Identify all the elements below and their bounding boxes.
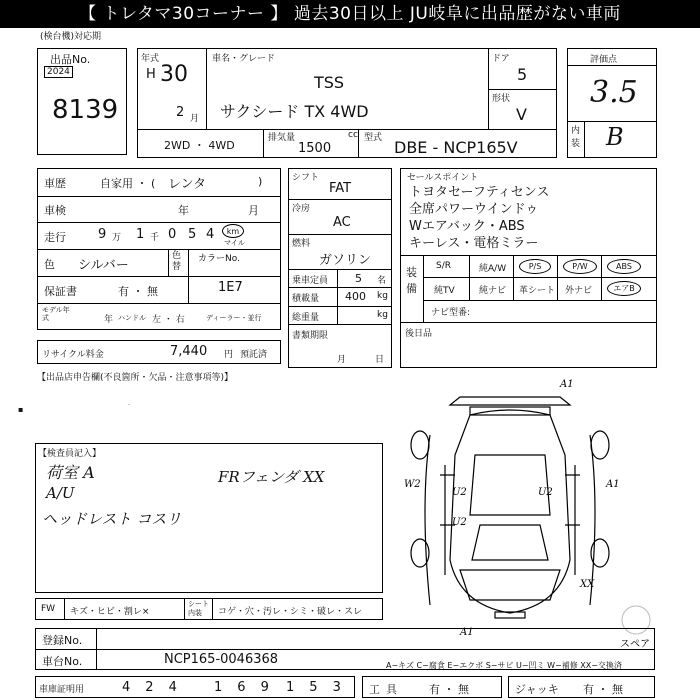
inspection-month-unit: 月	[248, 204, 259, 217]
score-box	[567, 48, 657, 158]
mark-u2-a: U2	[452, 487, 467, 498]
warranty-value: 有 ・ 無	[118, 285, 158, 298]
tools-value: 有 ・ 無	[429, 683, 469, 696]
cert-digit-2: 153	[286, 680, 356, 695]
tools-row	[362, 676, 502, 698]
eq-tv: 純TV	[434, 286, 455, 296]
handle-value: 左 ・ 右	[152, 315, 185, 325]
sales-label: セールスポイント	[407, 173, 479, 183]
model-year-label: モデル年式	[42, 306, 70, 322]
chassis-value: NCP165-0046368	[164, 652, 279, 667]
mileage-d5: 5	[188, 227, 197, 242]
score-label: 評価点	[590, 55, 618, 65]
eq-sr: S/R	[436, 261, 451, 271]
model-label: 型式	[364, 133, 383, 143]
spare-label: スペア	[620, 639, 650, 650]
displacement-label: 排気量	[268, 133, 296, 143]
banner: 【 トレタマ30コーナー 】 過去30日以上 JU岐阜に出品歴がない車両	[0, 0, 700, 28]
recycle-box	[37, 340, 281, 364]
seat-items: コゲ・穴・汚レ・シミ・破レ・スレ	[218, 607, 363, 617]
sales-line-1: トヨタセーフティセンス	[409, 185, 550, 200]
mileage-d1: 万	[112, 233, 122, 243]
document-month: 月	[337, 355, 347, 365]
seat-label: シート内装	[188, 600, 209, 617]
defect-label: 【出品店申告欄(不良箇所・欠品・注意事項等)】	[37, 373, 234, 383]
mileage-d4: 0	[168, 227, 177, 242]
inspector-note-3: ヘッドレスト コスリ	[42, 510, 182, 528]
history-options: 自家用 ・ (	[100, 177, 156, 190]
model-year-unit: 年	[104, 315, 114, 325]
passengers-label: 乗車定員	[292, 276, 329, 286]
cc-unit: cc	[348, 130, 358, 140]
jack-row	[508, 676, 655, 698]
recycle-unit: 円	[224, 350, 234, 360]
mark-u2-b: U2	[538, 487, 553, 498]
document-day: 日	[375, 355, 385, 365]
history-table	[37, 168, 281, 330]
inspector-box	[35, 443, 383, 593]
car-damage-diagram	[400, 375, 680, 665]
inspector-note-1: 荷室 A	[46, 463, 95, 482]
mark-a1-bottom: A1	[460, 627, 474, 638]
passengers-value: 5	[355, 272, 362, 285]
inspector-label: 【検査員記入】	[38, 449, 102, 459]
mileage-d3: 千	[150, 233, 160, 243]
fuel-label: 燃料	[292, 239, 311, 249]
inspector-note-4: FRフェンダ XX	[218, 468, 325, 486]
color-no-label: カラーNo.	[198, 254, 240, 264]
recycle-value: 7,440	[170, 344, 208, 359]
history-close: )	[258, 175, 263, 188]
eq-leather: 革シート	[519, 286, 556, 296]
eq-navi: 純ナビ	[479, 286, 507, 296]
header-note: (検台機)対応期	[40, 32, 102, 42]
navi-model: ナビ型番:	[431, 308, 471, 318]
spec-box	[288, 168, 392, 368]
eq-airbag: エアB	[607, 281, 641, 296]
sales-line-4: キーレス・電格ミラー	[409, 236, 539, 251]
warranty-label: 保証書	[44, 285, 77, 298]
recycle-note: 預託済	[240, 350, 268, 360]
inspection-year-unit: 年	[178, 204, 189, 217]
interior-value: B	[606, 123, 624, 151]
legend: A−キズ C−腐食 E−エクボ S−サビ U−凹ミ W−補修 XX−交換済	[386, 661, 622, 670]
jack-value: 有 ・ 無	[583, 683, 623, 696]
lot-number: 8139	[52, 95, 119, 125]
load-label: 積載量	[292, 294, 320, 304]
handle-label: ハンドル	[118, 314, 146, 322]
eq-aw: 純A/W	[479, 264, 507, 274]
sales-line-3: Wエアバック・ABS	[409, 219, 525, 234]
load-value: 400	[345, 290, 366, 303]
mark-xx: XX	[580, 579, 595, 590]
drive: 2WD ・ 4WD	[164, 139, 235, 152]
chassis-label: 車台No.	[42, 655, 83, 668]
inspection-label: 車検	[44, 204, 66, 217]
mark-a1-right: A1	[606, 479, 620, 490]
car-name: サクシード TX 4WD	[220, 102, 369, 121]
cert-digit-0: 424	[122, 680, 192, 695]
displacement-value: 1500	[298, 141, 332, 156]
lot-year-tag: 2024	[44, 66, 73, 78]
doors-value: 5	[517, 65, 528, 84]
mark-u2-c: U2	[452, 517, 467, 528]
cert-label: 車庫証明用	[39, 685, 85, 695]
mileage-d2: 1	[136, 227, 145, 242]
mileage-d0: 9	[98, 227, 107, 242]
sales-box	[400, 168, 657, 368]
post-supply-label: 後日品	[405, 329, 433, 339]
cooling-label: 冷房	[292, 204, 311, 214]
registration-label: 登録No.	[42, 634, 83, 647]
lot-box	[37, 48, 127, 155]
interior-label: 内装	[571, 126, 581, 149]
mileage-d6: 4	[206, 227, 215, 242]
fw-label: FW	[41, 604, 56, 614]
month-unit: 月	[190, 114, 200, 124]
shape-label: 形状	[492, 94, 511, 104]
month-value: 2	[176, 105, 185, 120]
name-label: 車名・グレード	[212, 54, 276, 64]
mile-unit: マイル	[224, 239, 245, 247]
inspector-note-2: A/U	[46, 484, 75, 502]
vehicle-header	[137, 48, 557, 158]
color-value: シルバー	[78, 258, 129, 273]
km-circle: km	[222, 224, 244, 238]
grade: TSS	[314, 73, 345, 92]
year-value: 30	[160, 62, 188, 87]
passengers-unit: 名	[377, 276, 387, 286]
weight-unit: kg	[377, 310, 388, 320]
model-value: DBE - NCP165V	[394, 138, 518, 157]
color-label: 色	[44, 258, 55, 271]
cert-digit-1: 169	[214, 680, 284, 695]
fw-items: キズ・ヒビ・割レ×	[70, 607, 150, 617]
lot-label: 出品No.	[50, 53, 91, 66]
fw-row	[35, 598, 383, 620]
eq-ps: P/S	[519, 259, 551, 274]
recycle-label: リサイクル料金	[42, 350, 104, 360]
jack-label: ジャッキ	[515, 683, 559, 696]
color-no: 1E7	[218, 280, 243, 295]
cert-row	[35, 676, 355, 698]
load-unit: kg	[377, 291, 388, 301]
dealer-label: ディーラー・並行	[206, 314, 262, 322]
score-value: 3.5	[590, 75, 638, 110]
color-change: 色替	[172, 251, 182, 272]
mark-w2: W2	[404, 479, 421, 490]
eq-pw: P/W	[563, 259, 597, 274]
doors-label: ドア	[492, 54, 510, 64]
history-value: レンタ	[168, 177, 207, 192]
equipment-label: 装備	[406, 266, 417, 295]
cooling-value: AC	[333, 215, 351, 230]
weight-label: 総重量	[292, 313, 320, 323]
fuel-value: ガソリン	[319, 253, 372, 268]
eq-abs: ABS	[607, 259, 641, 274]
tools-label: 工具	[369, 683, 403, 696]
mark-a1-top: A1	[560, 379, 574, 390]
eq-ext-navi: 外ナビ	[565, 286, 593, 296]
shift-value: FAT	[329, 181, 352, 196]
mileage-label: 走行	[44, 231, 66, 244]
sales-line-2: 全席パワーウインドゥ	[409, 202, 539, 217]
history-label: 車歴	[44, 177, 66, 190]
era: H	[146, 67, 156, 82]
document-label: 書類期限	[292, 331, 329, 341]
shape-value: V	[516, 105, 527, 124]
shift-label: シフト	[292, 173, 320, 183]
year-label: 年式	[141, 54, 160, 64]
